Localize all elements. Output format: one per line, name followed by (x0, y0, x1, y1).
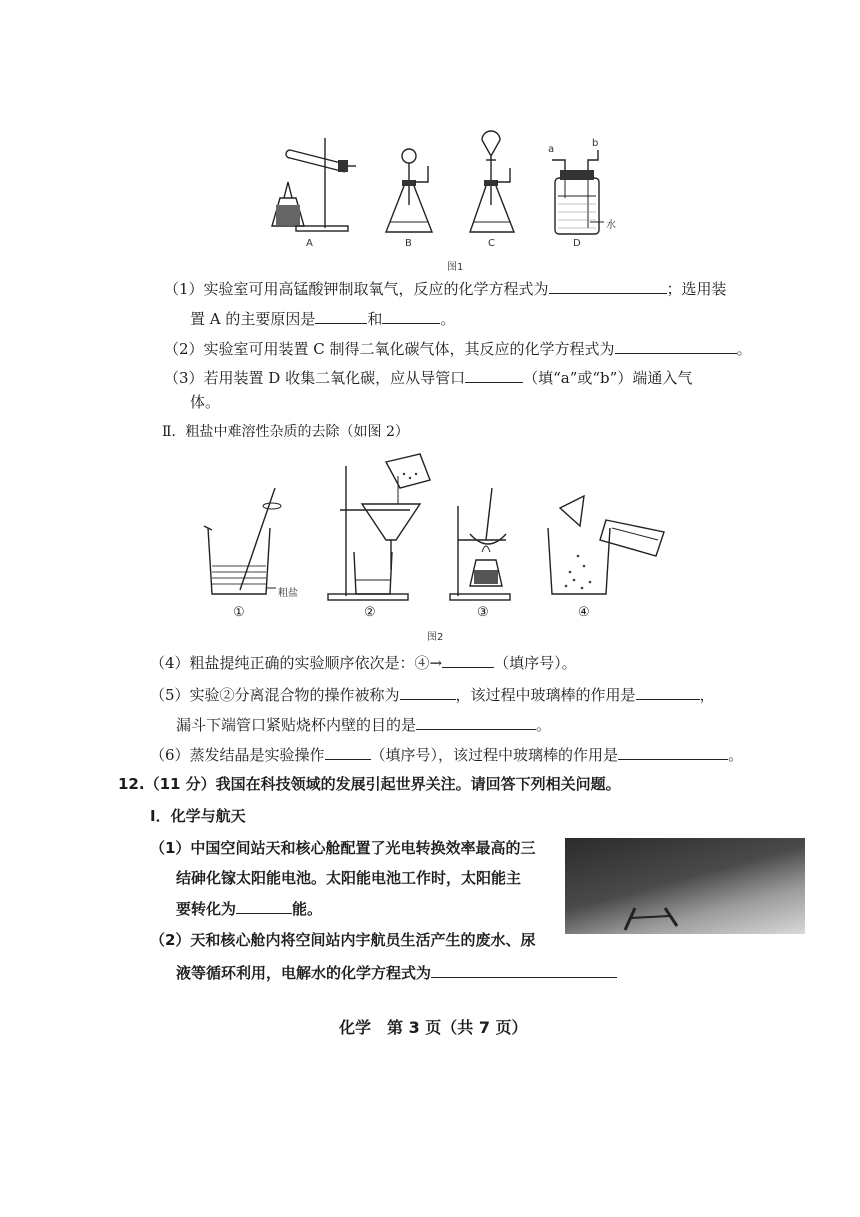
q5-rod-text: ，该过程中玻璃棒的作用是 (455, 686, 636, 704)
q12-section-1: Ⅰ．化学与航天 (150, 807, 246, 825)
fig2-label-3: ③ (477, 605, 489, 620)
q4-end: （填序号）。 (494, 654, 577, 672)
q1-and: 和 (367, 310, 383, 328)
q6-rod-text: （填序号），该过程中玻璃棒的作用是 (370, 746, 619, 764)
q12-text: （11 分）我国在科技领域的发展引起世界关注。请回答下列相关问题。 (144, 775, 621, 793)
section-2-heading: Ⅱ．粗盐中难溶性杂质的去除（如图 2） (162, 424, 409, 440)
q5-line1-end: ， (699, 686, 715, 704)
fig2-label-4: ④ (578, 605, 590, 620)
step-1-dissolve-drawing (204, 488, 281, 594)
q12-blank-equation (431, 962, 617, 978)
q1-line1-end: ；选用装 (666, 280, 727, 298)
fig1-label-d: D (573, 238, 581, 249)
fig1-caption: 图1 (447, 262, 464, 273)
q5-line2 (176, 714, 551, 735)
q6-text: （6）蒸发结晶是实验操作 (150, 746, 325, 764)
step-2-filter-drawing (328, 454, 430, 600)
q12-line (118, 774, 621, 794)
q6-blank-step (325, 744, 371, 760)
q5-blank-rod (636, 684, 700, 700)
q2-end: 。 (736, 340, 752, 358)
step-4-measure-drawing (548, 496, 664, 594)
water-label: 水 (606, 220, 616, 231)
q4-blank (442, 652, 494, 668)
q5-line2-text: 漏斗下端管口紧贴烧杯内壁的目的是 (176, 716, 417, 734)
fig2-caption: 图2 (427, 632, 444, 643)
q12-number: 12. (118, 775, 145, 793)
q12-blank-energy (236, 898, 292, 914)
q6-line (150, 744, 743, 765)
q12-p1-text: 要转化为 (176, 900, 237, 918)
q6-end: 。 (728, 746, 744, 764)
q12-p1-line3 (176, 898, 322, 919)
q6-blank-rod (618, 744, 728, 760)
q5-text: （5）实验②分离混合物的操作被称为 (150, 686, 400, 704)
fig2-label-1: ① (233, 605, 245, 620)
tube-label-b: b (592, 138, 599, 149)
q4-text: （4）粗盐提纯正确的实验顺序依次是：④→ (150, 654, 443, 672)
tube-label-a: a (548, 144, 555, 155)
space-station-solar-photo (565, 838, 805, 934)
q12-p2-line1: （2）天和核心舱内将空间站内宇航员生活产生的废水、尿 (150, 931, 536, 949)
q1-line2-text: 置 A 的主要原因是 (190, 310, 316, 328)
q12-p1-end: 能。 (292, 900, 323, 918)
q12-p1-line2: 结砷化镓太阳能电池。太阳能电池工作时，太阳能主 (176, 869, 522, 887)
fig1-label-b: B (405, 238, 412, 249)
q4-line (150, 652, 577, 673)
q3-end: （填“a”或“b”）端通入气 (523, 369, 693, 387)
q1-text: （1）实验室可用高锰酸钾制取氧气，反应的化学方程式为 (164, 280, 549, 298)
q12-p1-line1: （1）中国空间站天和核心舱配置了光电转换效率最高的三 (150, 839, 536, 857)
q5-line1 (150, 684, 715, 705)
page-footer: 化学 第 3 页（共 7 页） (339, 1018, 528, 1037)
q3-text: （3）若用装置 D 收集二氧化碳，应从导管口 (164, 369, 466, 387)
salt-label: 粗盐 (278, 588, 298, 599)
q5-blank-operation (400, 684, 456, 700)
step-3-evaporate-drawing (450, 488, 510, 600)
fig1-label-a: A (306, 238, 313, 249)
q5-blank-purpose (416, 714, 536, 730)
q2-text: （2）实验室可用装置 C 制得二氧化碳气体，其反应的化学方程式为 (164, 340, 615, 358)
fig2-label-2: ② (364, 605, 376, 620)
q1-line2-end: 。 (440, 310, 456, 328)
q5-line2-end: 。 (536, 716, 552, 734)
q12-p2-text: 液等循环利用，电解水的化学方程式为 (176, 964, 432, 982)
q12-p2-line2 (176, 962, 617, 983)
fig1-label-c: C (488, 238, 495, 249)
q3-line2: 体。 (190, 393, 221, 411)
